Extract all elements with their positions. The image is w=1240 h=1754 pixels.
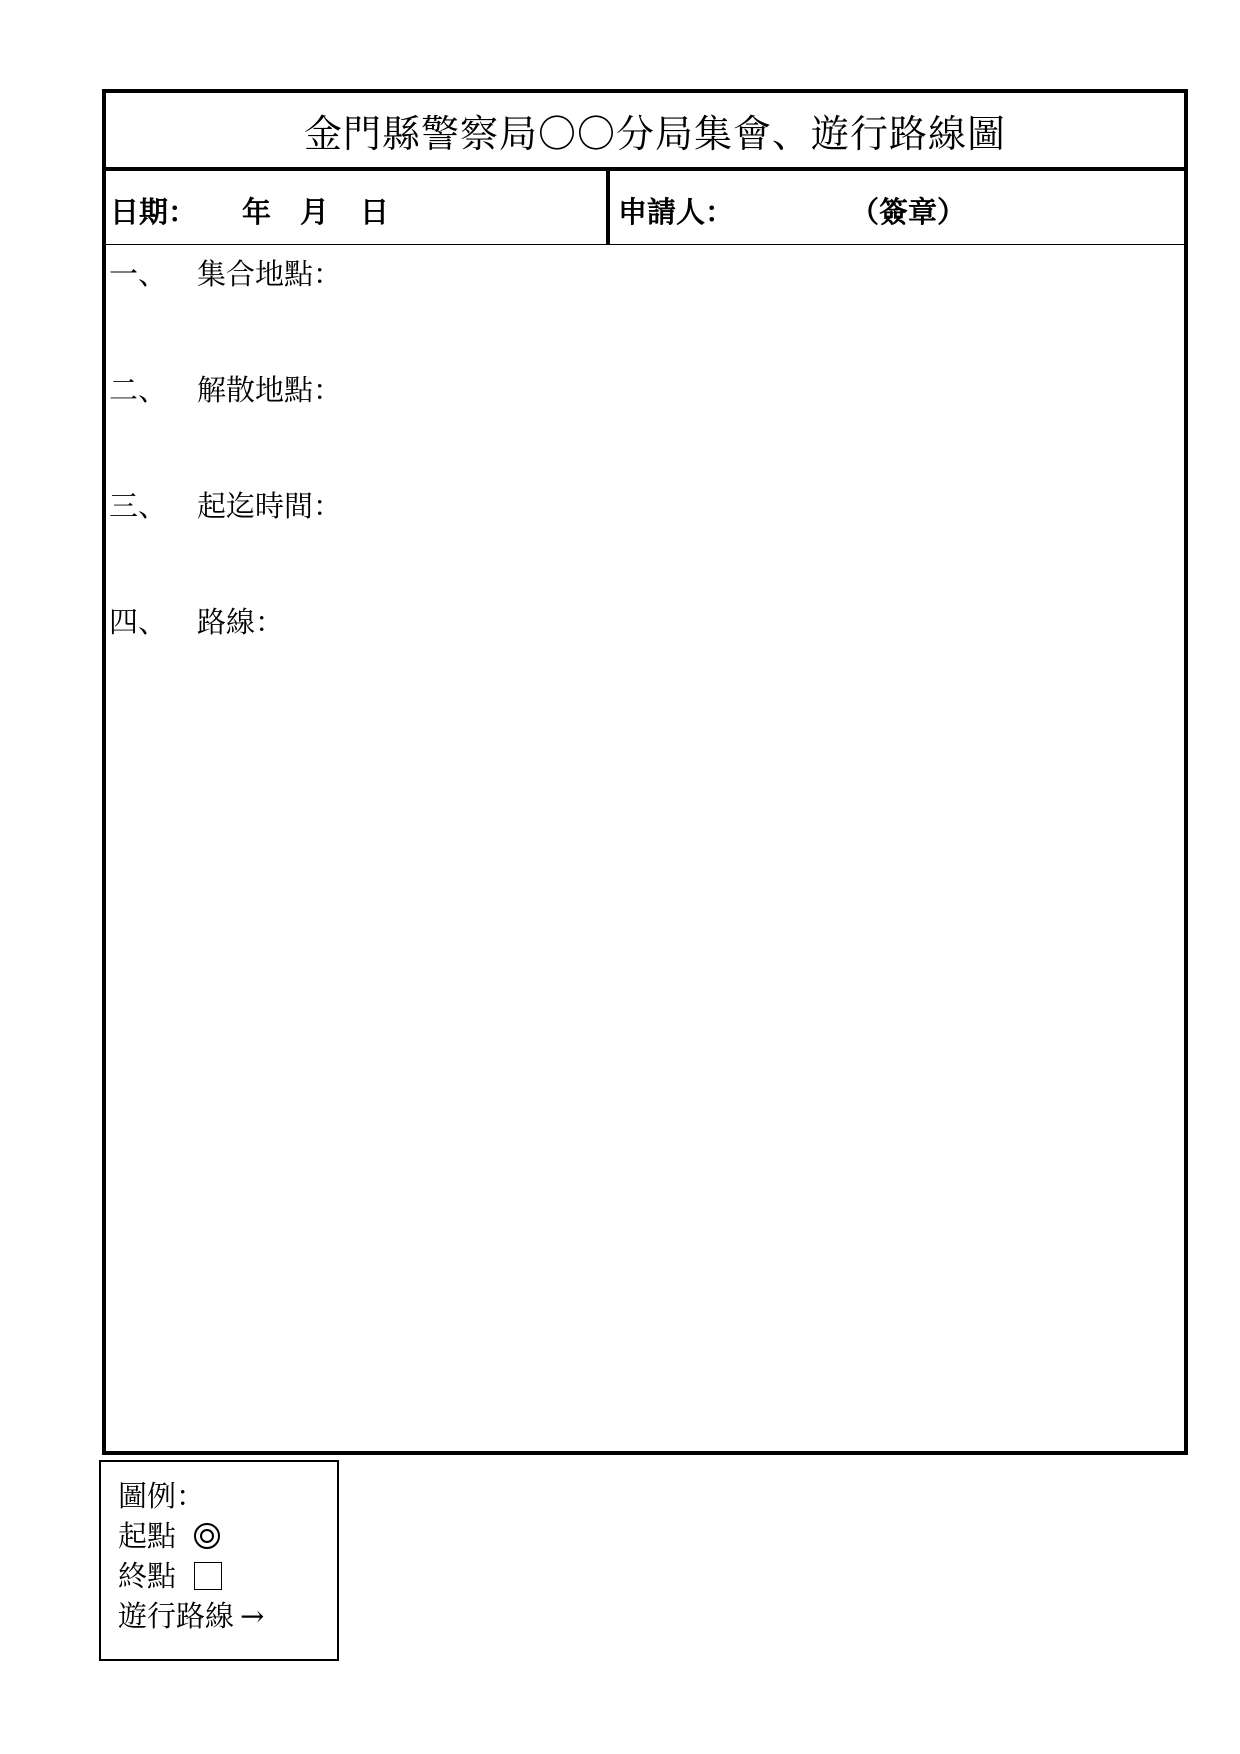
item-number: 三、	[109, 489, 168, 523]
legend-end-label: 終點	[118, 1559, 177, 1593]
meta-row	[106, 171, 1184, 245]
item-label: 集合地點：	[197, 257, 343, 291]
item-label: 路線：	[197, 605, 285, 639]
applicant-label: 申請人：	[618, 195, 735, 229]
item-number: 四、	[109, 605, 168, 639]
item-start-end-time	[109, 484, 342, 525]
legend-box	[99, 1460, 339, 1661]
date-day: 日	[360, 195, 390, 229]
item-number: 二、	[109, 373, 168, 407]
legend-end	[118, 1554, 222, 1595]
title-bar	[106, 93, 1184, 171]
date-month: 月	[300, 195, 330, 229]
legend-route-label: 遊行路線	[118, 1599, 235, 1633]
item-label: 起迄時間：	[197, 489, 343, 523]
legend-start	[118, 1514, 220, 1555]
date-year: 年	[242, 195, 272, 229]
item-assembly-location	[109, 252, 342, 293]
route-map-form	[102, 89, 1188, 1455]
item-label: 解散地點：	[197, 373, 343, 407]
form-title: 金門縣警察局〇〇分局集會、遊行路線圖	[303, 111, 1006, 156]
item-route	[109, 600, 284, 641]
applicant-cell	[610, 171, 1184, 244]
double-circle-icon	[194, 1519, 220, 1553]
legend-start-label: 起點	[118, 1519, 177, 1553]
signature-label: （簽章）	[850, 195, 967, 229]
route-drawing-area[interactable]	[106, 653, 1184, 1451]
date-label: 日期：	[110, 195, 198, 229]
legend-title: 圖例：	[118, 1479, 206, 1513]
item-number: 一、	[109, 257, 168, 291]
date-cell	[106, 171, 610, 244]
item-dispersal-location	[109, 368, 342, 409]
arrow-right-icon: →	[240, 1599, 265, 1633]
legend-route	[118, 1594, 264, 1635]
square-icon	[194, 1559, 222, 1593]
